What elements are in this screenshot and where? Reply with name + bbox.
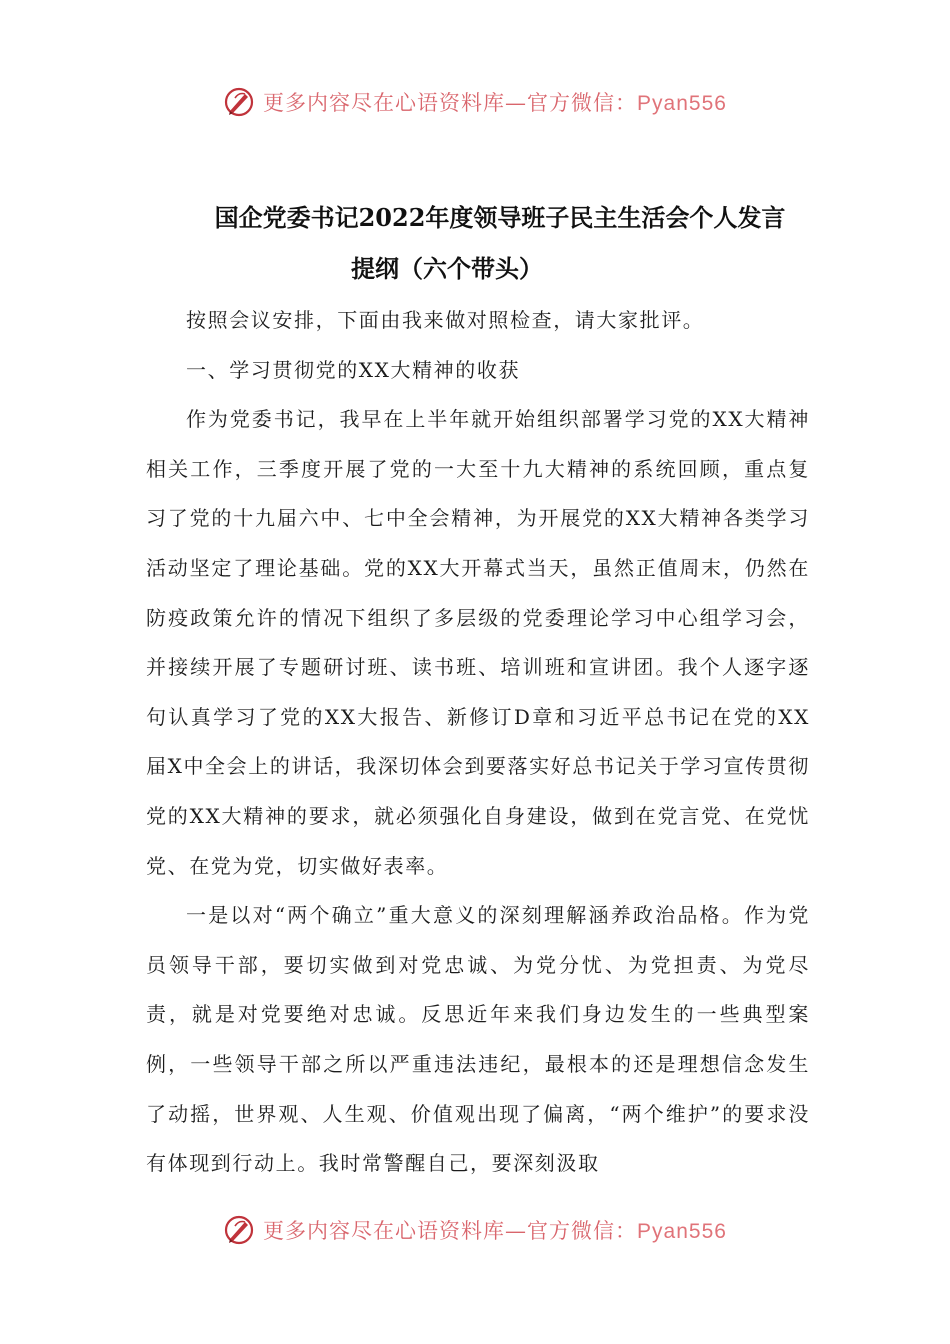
watermark-text: 更多内容尽在心语资料库—官方微信：Pyan556: [263, 91, 727, 115]
paragraph-intro: 按照会议安排，下面由我来做对照检查，请大家批评。: [186, 308, 705, 332]
paragraph: 一是以对“两个确立”重大意义的深刻理解涵养政治品格。作为党员领导干部，要切实做到对党忠诚、为党分忧、为党担责、为党尽责，就是对党要绝对忠诚。反思近年来我们身边发生的一些典型案例，一些领导干部之所以严重违法违纪，最根本的还是理想信念发生了动摇，世界观、人生观、价值观出现了偏离，“两个维护”的要求没有体现到行动上。我时常警醒自己，要深刻汲取: [146, 903, 810, 1176]
document-body: [146, 296, 810, 1189]
pen-logo-icon: [223, 86, 255, 118]
paragraph: 作为党委书记，我早在上半年就开始组织部署学习党的XX大精神相关工作，三季度开展了党的一大至十九大精神的系统回顾，重点复习了党的十九届六中、七中全会精神，为开展党的XX大精神各类学习活动坚定了理论基础。党的XX大开幕式当天，虽然正值周末，仍然在防疫政策允许的情况下组织了多层级的党委理论学习中心组学习会，并接续开展了专题研讨班、读书班、培训班和宣讲团。我个人逐字逐句认真学习了党的XX大报告、新修订D章和习近平总书记在党的XX届X中全会上的讲话，我深切体会到要落实好总书记关于学习宣传贯彻党的XX大精神的要求，就必须强化自身建设，做到在党言党、在党忧党、在党为党，切实做好表率。: [146, 407, 810, 878]
document-title-line2: 提纲（六个带头）: [351, 254, 543, 283]
document-title-line1: 国企党委书记2022年度领导班子民主生活会个人发言: [214, 203, 786, 232]
watermark-banner-bottom: [0, 1210, 950, 1250]
watermark-text: 更多内容尽在心语资料库—官方微信：Pyan556: [263, 1219, 727, 1243]
section-heading-1: 一、学习贯彻党的XX大精神的收获: [186, 357, 521, 382]
watermark-banner-top: [0, 82, 950, 122]
pen-logo-icon: [223, 1214, 255, 1246]
